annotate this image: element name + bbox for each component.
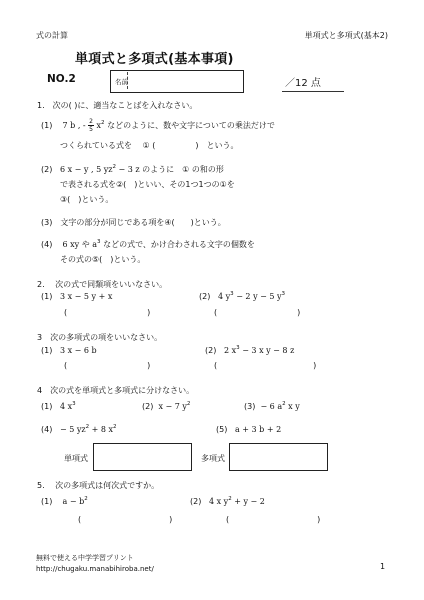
q3-part1 <box>41 346 97 355</box>
q5-p2-expr-b: + y − 2 <box>234 497 265 506</box>
q4-i1-num: (1) <box>41 402 53 411</box>
q4-monomial-answer-box[interactable] <box>93 443 192 471</box>
q2-part1 <box>41 292 112 301</box>
q4-item5 <box>216 425 281 434</box>
q3-p2-expr-b: − 3 x y − 8 z <box>242 346 295 355</box>
q3-p2-expr-a: 2 x <box>223 346 237 355</box>
q1-p1-fraction <box>88 118 94 133</box>
q5-part1 <box>41 497 88 506</box>
q1-p2-expr-b: − 3 z <box>118 165 140 174</box>
q1-p4-num: (4) <box>41 240 53 249</box>
q5-answer-1[interactable]: ( ) <box>78 515 173 524</box>
q4-monomial-label: 単項式 <box>64 454 88 463</box>
fraction-denominator: 5 <box>89 126 93 133</box>
name-divider <box>127 72 128 89</box>
q1-p2-exp: 2 <box>112 164 116 170</box>
q3-p2-num: (2) <box>205 346 217 355</box>
q1-p1-expr: 7 b , - <box>62 121 86 130</box>
name-label: 名前 <box>115 78 128 86</box>
q4-item1 <box>41 402 76 411</box>
worksheet-number: NO.2 <box>47 73 76 85</box>
q1-p1-exp: 2 <box>101 120 105 126</box>
q1-p2-line3: ③( )という。 <box>60 195 114 204</box>
fraction-numerator: 2 <box>89 118 93 125</box>
q1-p1-text: などのように、数や文字についての乗法だけで <box>107 121 275 130</box>
q2-p1-expr: 3 x − 5 y + x <box>59 292 113 301</box>
q1-p4-line2: その式の⑤( )という。 <box>60 255 146 264</box>
q4-instruction: 4 次の式を単項式と多項式に分けなさい。 <box>37 386 195 395</box>
q4-item4 <box>41 425 117 434</box>
q2-instruction: 2. 次の式で同類項をいいなさい。 <box>37 280 168 289</box>
q4-i4-num: (4) <box>41 425 53 434</box>
page-number: 1 <box>380 562 386 571</box>
q2-answer-2[interactable]: ( ) <box>214 308 301 317</box>
q4-i1-exp: 3 <box>72 401 76 407</box>
q4-i4-expr: − 5 yz <box>59 425 86 434</box>
q2-p2-exp2: 3 <box>281 291 286 297</box>
q4-i5-expr: a + 3 b + 2 <box>234 425 282 434</box>
q3-answer-2[interactable]: ( ) <box>214 361 317 370</box>
q4-i4-exp1: 2 <box>85 424 90 430</box>
q3-answer-1[interactable]: ( ) <box>64 361 151 370</box>
q3-instruction: 3 次の多項式の項をいいなさい。 <box>37 333 163 342</box>
q1-part1 <box>41 118 275 133</box>
q4-item2 <box>142 402 190 411</box>
q2-p2-expr-a: 4 y <box>217 292 231 301</box>
q1-instruction: 1. 次の( )に、適当なことばを入れなさい。 <box>37 101 198 110</box>
name-field[interactable] <box>110 70 244 93</box>
q4-polynomial-label: 多項式 <box>201 454 225 463</box>
q2-answer-1[interactable]: ( ) <box>64 308 151 317</box>
q5-p1-exp: 2 <box>84 496 88 502</box>
q4-i2-expr: x − 7 y <box>158 402 187 411</box>
q4-i5-num: (5) <box>216 425 228 434</box>
q4-i4-expr-b: + 8 x <box>91 425 114 434</box>
q4-i2-num: (2) <box>142 402 154 411</box>
q4-i4-exp2: 2 <box>113 424 117 430</box>
q4-item3 <box>244 402 300 411</box>
header-right: 単項式と多項式(基本2) <box>304 31 388 40</box>
q2-part2 <box>199 292 285 301</box>
q1-p2-line2: で表される式を②( )といい、その1つ1つの①を <box>60 180 235 189</box>
header-left: 式の計算 <box>36 31 68 40</box>
q1-p4-exp: 3 <box>97 239 101 245</box>
q4-i2-exp: 2 <box>186 401 191 407</box>
q1-part2 <box>41 164 224 175</box>
score-underline <box>282 91 344 92</box>
q4-i1-expr: 4 x <box>59 402 73 411</box>
q1-p2-num: (2) <box>41 165 53 174</box>
q1-part3: (3) 文字の部分が同じである項を④( )という。 <box>41 218 226 227</box>
q5-p2-num: (2) <box>190 497 202 506</box>
q1-part4 <box>41 239 255 250</box>
q4-i3-exp: 2 <box>282 401 286 407</box>
q3-p1-expr: 3 x − 6 b <box>59 346 97 355</box>
q5-part2 <box>190 497 265 506</box>
q5-p1-num: (1) <box>41 497 53 506</box>
q3-p1-num: (1) <box>41 346 53 355</box>
q2-p2-expr-b: − 2 y − 5 y <box>236 292 282 301</box>
q1-p1-line2: つくられている式を ① ( ) という。 <box>60 141 239 150</box>
q1-p1-num: (1) <box>41 121 53 130</box>
q5-instruction: 5. 次の多項式は何次式ですか。 <box>37 481 160 490</box>
score-label: ／12 点 <box>285 78 321 89</box>
q4-polynomial-answer-box[interactable] <box>229 443 328 471</box>
q2-p2-exp1: 3 <box>230 291 234 297</box>
q2-p1-num: (1) <box>41 292 53 301</box>
q1-p2-text: のように ① の和の形 <box>142 165 224 174</box>
q4-i3-num: (3) <box>244 402 256 411</box>
worksheet-title: 単項式と多項式(基本事項) <box>75 52 234 67</box>
q4-i3-expr: − 6 a <box>260 402 283 411</box>
q5-p1-expr: a − b <box>62 497 85 506</box>
q5-p2-exp: 2 <box>228 496 232 502</box>
q2-p2-num: (2) <box>199 292 211 301</box>
q1-p1-var: x <box>96 121 102 130</box>
q3-p2-exp: 3 <box>236 345 240 351</box>
q5-p2-expr: 4 x y <box>208 497 229 506</box>
q3-part2 <box>205 346 294 355</box>
q1-p2-expr: 6 x − y , 5 yz <box>59 165 113 174</box>
q1-p4-text: などの式で、かけ合わされる文字の個数を <box>103 240 255 249</box>
q4-i3-expr-b: x y <box>288 402 300 411</box>
footer-url[interactable]: http://chugaku.manabihiroba.net/ <box>36 565 154 573</box>
q5-answer-2[interactable]: ( ) <box>226 515 321 524</box>
footer-title: 無料で使える中学学習プリント <box>36 554 134 562</box>
q1-p4-expr: 6 xy や a <box>62 240 98 249</box>
